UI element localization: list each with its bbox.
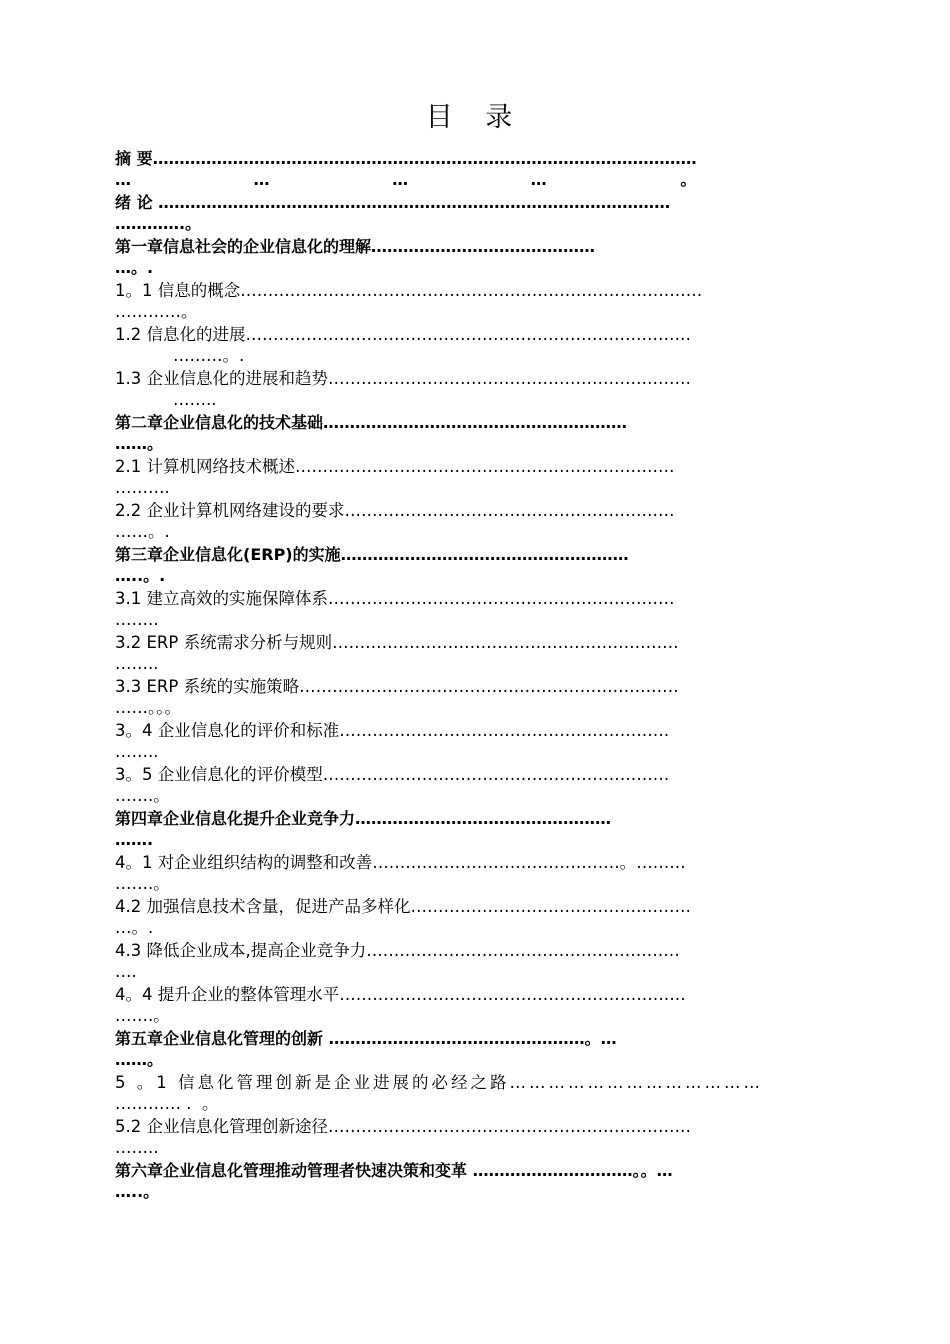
toc-chapter-entry[interactable] <box>115 192 840 236</box>
toc-section-entry[interactable] <box>115 940 840 984</box>
toc-entry-title: 5.2 企业信息化管理创新途径………………………………………………………… <box>115 1117 691 1136</box>
toc-entry-leader: ……。 <box>115 434 164 453</box>
toc-entry-leader: …。. <box>115 258 154 277</box>
toc-entry-leader: … … … … 。 <box>115 170 697 189</box>
toc-entry-leader: ……。 <box>115 1050 164 1069</box>
toc-title: 目 录 <box>425 102 525 133</box>
toc-entry-title: 3.1 建立高效的实施保障体系……………………………………………………… <box>115 589 675 608</box>
toc-entry-leader: ………… . 。 <box>115 1094 219 1113</box>
toc-entry-leader: …….. <box>173 390 217 409</box>
toc-entry-leader: …..。 <box>115 1182 160 1201</box>
toc-entry-title: 摘 要………………………………………………………………………………………… <box>115 149 697 168</box>
toc-entry-title: 4。4 提升企业的整体管理水平……………………………………………………… <box>115 985 686 1004</box>
toc-section-entry[interactable] <box>115 896 840 940</box>
toc-entry-leader: ………….。 <box>115 214 202 233</box>
toc-entry-title: 3.3 ERP 系统的实施策略…………………………………………………………… <box>115 677 679 696</box>
toc-entry-leader: …。. <box>115 918 154 937</box>
toc-entry-leader: …….。 <box>115 1006 170 1025</box>
toc-entry-leader: …….. <box>115 1138 159 1157</box>
toc-entry-title: 第五章企业信息化管理的创新 …………………………………………。… <box>115 1029 617 1048</box>
toc-section-entry[interactable] <box>115 852 840 896</box>
toc-chapter-entry[interactable] <box>115 544 840 588</box>
toc-entry-leader: …….. <box>115 654 159 673</box>
toc-entry-title: 2.1 计算机网络技术概述…………………………………………………………… <box>115 457 675 476</box>
toc-section-entry[interactable] <box>115 764 840 808</box>
toc-entry-title: 2.2 企业计算机网络建设的要求…………………………………………………… <box>115 501 675 520</box>
toc-entry-leader: …….. <box>115 610 159 629</box>
toc-entry-title: 第六章企业信息化管理推动管理者快速决策和变革 …………………………。。… <box>115 1161 673 1180</box>
toc-section-entry[interactable] <box>115 324 840 368</box>
toc-chapter-entry[interactable] <box>115 236 840 280</box>
toc-chapter-entry[interactable] <box>115 1160 840 1204</box>
toc-entry-title: 3.2 ERP 系统需求分析与规则……………………………………………………… <box>115 633 679 652</box>
toc-entry-leader: …….. <box>115 742 159 761</box>
toc-entry-title: 5 。1 信息化管理创新是企业进展的必经之路………………………………… <box>115 1073 763 1092</box>
toc-entry-title: 第三章企业信息化(ERP)的实施……………………………………………… <box>115 545 629 564</box>
toc-entry-title: 第一章信息社会的企业信息化的理解…………………………………… <box>115 237 596 256</box>
toc-entry-leader: ………. <box>115 478 170 497</box>
toc-section-entry[interactable] <box>115 500 840 544</box>
toc-entry-leader: ……。. <box>115 522 170 541</box>
toc-entry-title: 1.3 企业信息化的进展和趋势………………………………………………………… <box>115 369 691 388</box>
toc-section-entry[interactable] <box>115 632 840 676</box>
toc-chapter-entry[interactable] <box>115 412 840 456</box>
toc-entry-title: 4.3 降低企业成本,提高企业竞争力………………………………………………… <box>115 941 680 960</box>
toc-section-entry[interactable] <box>115 368 840 412</box>
toc-chapter-entry[interactable] <box>115 808 840 852</box>
toc-section-entry[interactable] <box>115 676 840 720</box>
toc-entry-title: 3。4 企业信息化的评价和标准…………………………………………………… <box>115 721 670 740</box>
toc-section-entry[interactable] <box>115 1116 840 1160</box>
toc-entry-leader: …….。 <box>115 874 170 893</box>
toc-section-entry[interactable] <box>115 280 840 324</box>
toc-entry-title: 3。5 企业信息化的评价模型……………………………………………………… <box>115 765 670 784</box>
toc-section-entry[interactable] <box>115 720 840 764</box>
toc-entry-leader: …. <box>115 962 137 981</box>
toc-entry-title: 1.2 信息化的进展……………………………………………………………………… <box>115 325 691 344</box>
table-of-contents <box>115 148 840 1204</box>
toc-section-entry[interactable] <box>115 984 840 1028</box>
toc-section-entry[interactable] <box>115 1072 840 1116</box>
toc-entry-title: 绪 论 …………………………………………………………………………………… <box>115 193 671 212</box>
toc-entry-title: 4。1 对企业组织结构的调整和改善………………………………………。……… <box>115 853 686 872</box>
toc-section-entry[interactable] <box>115 588 840 632</box>
toc-chapter-entry[interactable] <box>115 148 840 192</box>
toc-entry-leader: ………。. <box>173 346 245 365</box>
toc-entry-leader: …………。 <box>115 302 198 321</box>
toc-entry-title: 第二章企业信息化的技术基础………………………………………………… <box>115 413 628 432</box>
toc-entry-leader: …….。 <box>115 786 170 805</box>
toc-entry-leader: …..。. <box>115 566 166 585</box>
toc-section-entry[interactable] <box>115 456 840 500</box>
toc-chapter-entry[interactable] <box>115 1028 840 1072</box>
toc-entry-title: 第四章企业信息化提升企业竞争力………………………………………… <box>115 809 612 828</box>
toc-entry-title: 1。1 信息的概念………………………………………………………………………… <box>115 281 703 300</box>
toc-entry-leader: ……。。。 <box>115 698 181 717</box>
toc-entry-leader: ……. <box>115 830 154 849</box>
toc-entry-title: 4.2 加强信息技术含量，促进产品多样化…………………………………………… <box>115 897 691 916</box>
